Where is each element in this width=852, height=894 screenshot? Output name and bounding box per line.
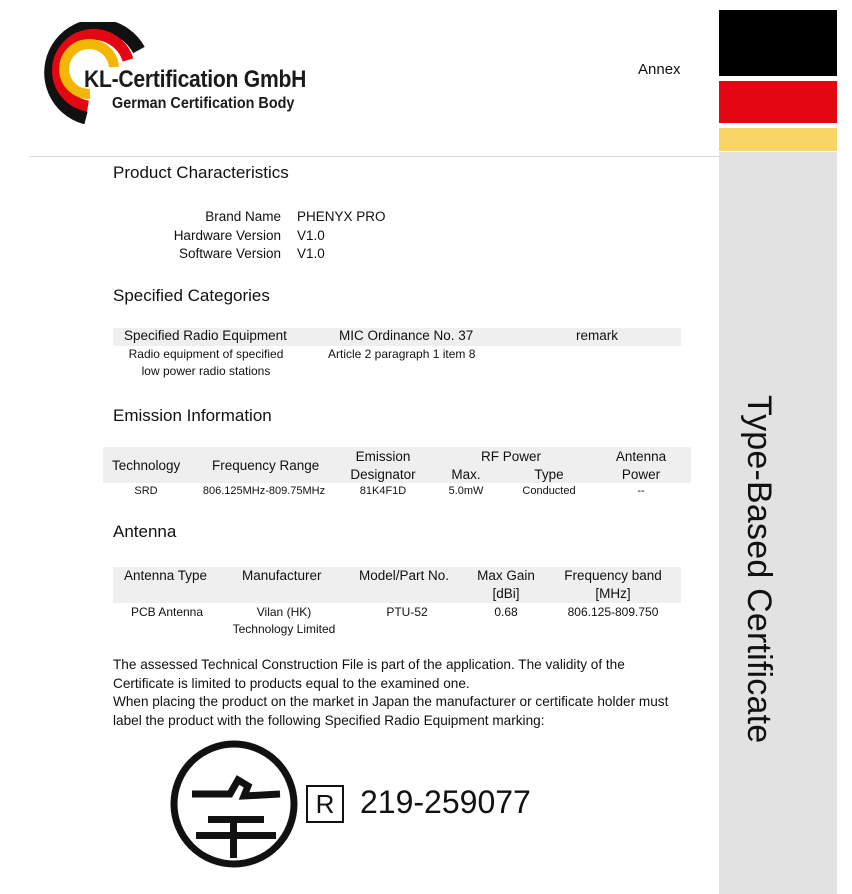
emission-technology-value: SRD [134,485,158,497]
flag-gold-band [719,128,837,151]
categories-heading: Specified Categories [113,286,270,305]
emission-frequency-value: 806.125MHz-809.75MHz [202,485,326,497]
emission-col-rf-power: RF Power [480,449,541,464]
antenna-manufacturer-line2: Technology Limited [232,622,336,636]
giteki-mark-icon [168,736,302,870]
validity-paragraph [113,656,673,730]
categories-col-ordinance: MIC Ordinance No. 37 [339,328,474,343]
emission-max-value: 5.0mW [448,485,484,497]
side-panel [719,152,837,894]
antenna-col-model: Model/Part No. [359,568,450,583]
antenna-manufacturer-line1: Vilan (HK) [256,605,312,619]
antenna-col-type: Antenna Type [124,568,208,583]
registered-symbol-box: R [306,785,344,823]
antenna-band-value: 806.125-809.750 [567,605,659,619]
emission-type-value: Conducted [522,485,576,497]
antenna-col-band-line1: Frequency band [564,568,662,583]
hardware-version-label: Hardware Version [173,228,281,243]
hardware-version-value: V1.0 [297,228,325,243]
emission-col-designator-line1: Emission [355,449,411,464]
categories-ordinance-value: Article 2 paragraph 1 item 8 [328,347,476,361]
antenna-col-gain-line1: Max Gain [477,568,535,583]
product-heading: Product Characteristics [113,163,289,182]
emission-col-antenna-line2: Power [621,467,661,482]
antenna-gain-value: 0.68 [494,605,518,619]
antenna-col-gain-line2: [dBi] [492,586,520,601]
antenna-model-value: PTU-52 [386,605,428,619]
emission-col-technology: Technology [112,458,181,473]
marking-instruction-text: When placing the product on the market in Japan the manufacturer or certificate holder must label the product with the following Specified Radio Equipment marking: [113,694,669,728]
emission-col-type: Type [534,467,564,482]
emission-col-frequency: Frequency Range [212,458,320,473]
emission-designator-value: 81K4F1D [359,485,407,497]
flag-red-band [719,81,837,123]
flag-black-band [719,10,837,76]
software-version-label: Software Version [178,246,281,261]
emission-col-antenna-line1: Antenna [615,449,667,464]
brand-name-label: Brand Name [205,209,281,224]
antenna-type-value: PCB Antenna [130,605,204,619]
antenna-col-manufacturer: Manufacturer [242,568,322,583]
emission-col-max: Max. [451,467,481,482]
software-version-value: V1.0 [297,246,325,261]
categories-equipment-line1: Radio equipment of specified [128,347,284,361]
antenna-col-band-line2: [MHz] [595,586,631,601]
emission-antenna-power-value: -- [637,485,645,497]
certification-number: 219-259077 [360,784,531,820]
header-divider [30,156,720,157]
annex-label: Annex [638,61,681,78]
emission-heading: Emission Information [113,406,272,425]
company-name: KL-Certification GmbH [84,66,307,93]
side-title: Type-Based Certificate [740,395,778,744]
categories-equipment-line2: low power radio stations [141,364,271,378]
antenna-heading: Antenna [113,522,177,541]
emission-col-designator-line2: Designator [350,467,416,482]
company-subtitle: German Certification Body [112,95,295,112]
brand-name-value: PHENYX PRO [297,209,386,224]
categories-col-remark: remark [576,328,619,343]
categories-col-equipment: Specified Radio Equipment [124,328,287,343]
validity-text: The assessed Technical Construction File is part of the application. The validity of the Certificate is limited to products equal to the examined one. [113,657,625,691]
